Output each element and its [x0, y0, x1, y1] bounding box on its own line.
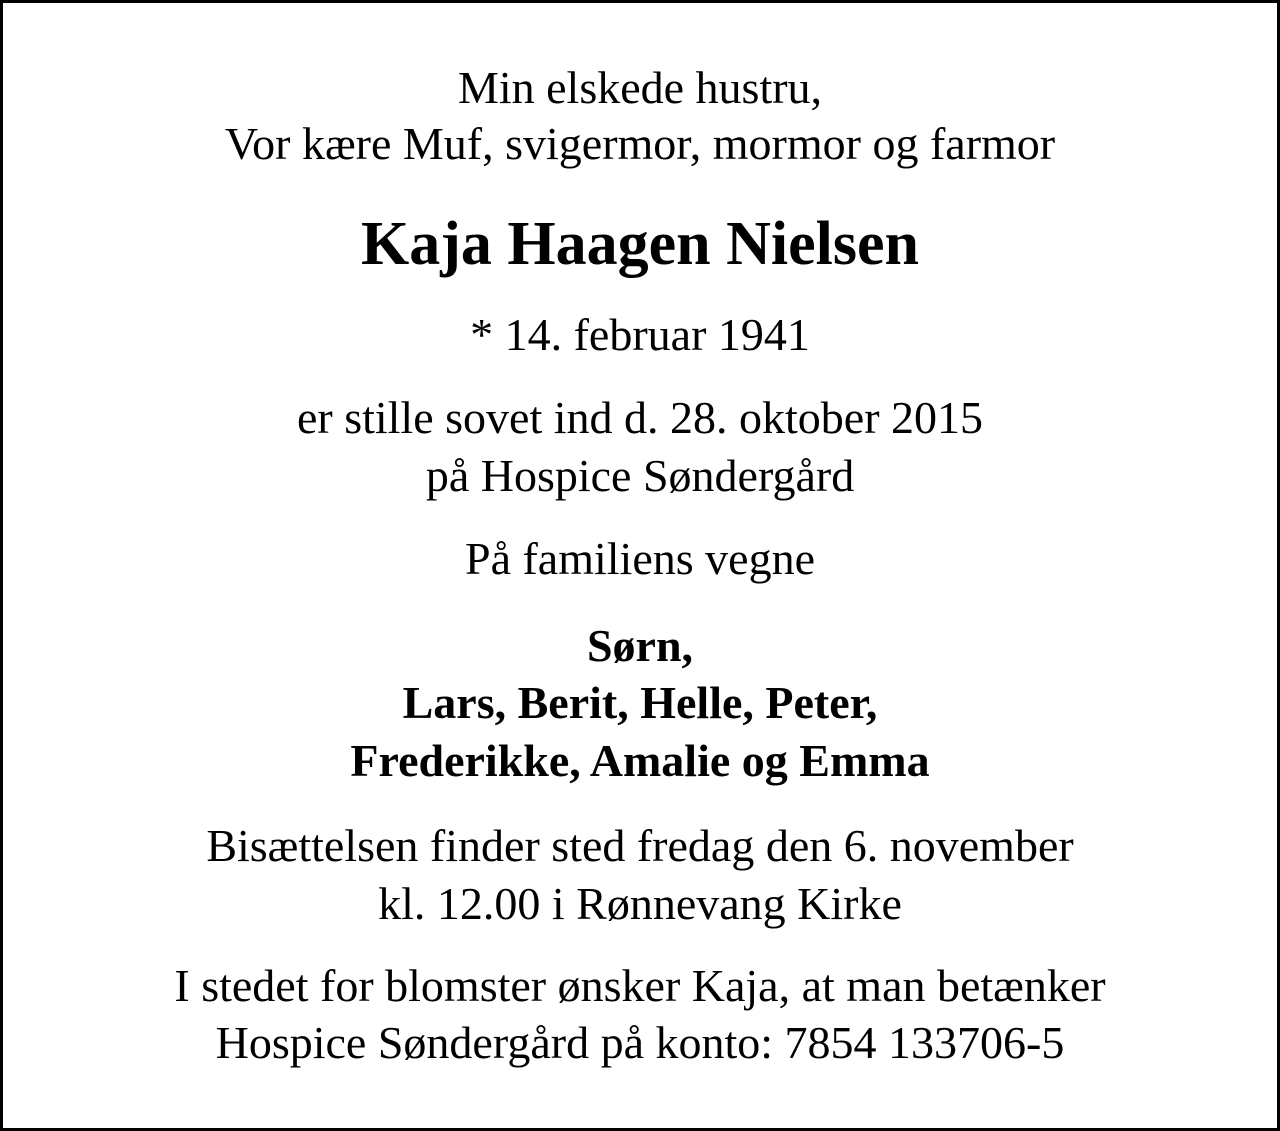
family-line-1: Sørn,	[586, 620, 694, 671]
donation-line-1: I stedet for blomster ønsker Kaja, at man betænker	[174, 960, 1106, 1011]
intro-line-2: Vor kære Muf, svigermor, mormor og farmor	[224, 118, 1056, 169]
donation-line-2: Hospice Søndergård på konto: 7854 133706-5	[215, 1017, 1065, 1068]
birth-date: * 14. februar 1941	[470, 309, 810, 360]
intro-line-1: Min elskede hustru,	[457, 62, 823, 113]
family-line-2: Lars, Berit, Helle, Peter,	[402, 677, 878, 728]
on-behalf-line: På familiens vegne	[464, 533, 815, 584]
funeral-line-1: Bisættelsen finder sted fredag den 6. november	[206, 820, 1074, 871]
family-line-3: Frederikke, Amalie og Emma	[350, 735, 930, 786]
deceased-name: Kaja Haagen Nielsen	[361, 210, 919, 278]
death-line-1: er stille sovet ind d. 28. oktober 2015	[296, 392, 984, 443]
funeral-line-2: kl. 12.00 i Rønnevang Kirke	[378, 878, 902, 929]
death-line-2: på Hospice Søndergård	[425, 450, 855, 501]
